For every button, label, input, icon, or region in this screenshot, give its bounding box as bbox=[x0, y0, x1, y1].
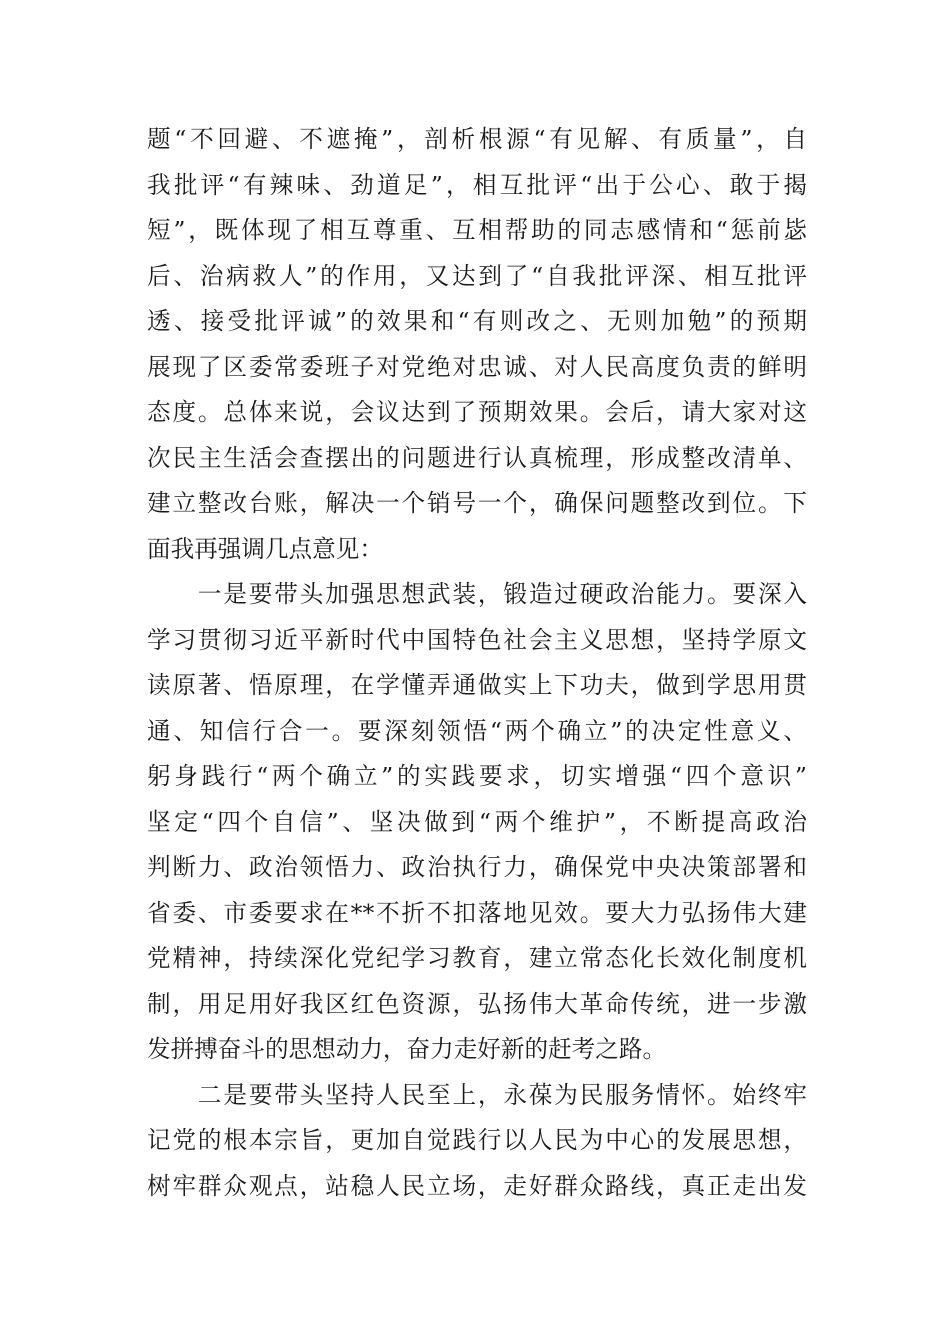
text-line: 树牢群众观点，站稳人民立场，走好群众路线，真正走出发 bbox=[147, 1171, 807, 1200]
text-line: 透、接受批评诚”的效果和“有则改之、无则加勉”的预期 bbox=[147, 307, 807, 335]
text-line: 面我再强调几点意见： bbox=[147, 534, 383, 563]
text-line: 记党的根本宗旨，更加自觉践行以人民为中心的发展思想， bbox=[147, 1126, 807, 1154]
text-line: 党精神，持续深化党纪学习教育，建立常态化长效化制度机 bbox=[147, 944, 807, 972]
text-line: 省委、市委要求在**不折不扣落地见效。要大力弘扬伟大建 bbox=[147, 898, 807, 927]
text-line: 学习贯彻习近平新时代中国特色社会主义思想，坚持学原文 bbox=[147, 625, 807, 654]
text-line: 次民主生活会查摆出的问题进行认真梳理，形成整改清单、 bbox=[147, 443, 807, 472]
text-line: 二是要带头坚持人民至上，永葆为民服务情怀。始终牢 bbox=[147, 1080, 807, 1109]
text-line: 我批评“有辣味、劲道足”，相互批评“出于公心、敢于揭 bbox=[147, 170, 807, 199]
text-line: 后、治病救人”的作用，又达到了“自我批评深、相互批评 bbox=[147, 261, 807, 290]
text-line: 读原著、悟原理，在学懂弄通做实上下功夫，做到学思用贯 bbox=[147, 671, 807, 699]
text-line: 通、知信行合一。要深刻领悟“两个确立”的决定性意义、 bbox=[147, 716, 807, 745]
text-line: 躬身践行“两个确立”的实践要求，切实增强“四个意识” bbox=[147, 762, 807, 790]
document-body bbox=[147, 117, 807, 1209]
text-line: 判断力、政治领悟力、政治执行力，确保党中央决策部署和 bbox=[147, 853, 807, 881]
text-line: 态度。总体来说，会议达到了预期效果。会后，请大家对这 bbox=[147, 398, 807, 426]
text-line: 短”，既体现了相互尊重、互相帮助的同志感情和“惩前毖 bbox=[147, 216, 807, 244]
text-line: 一是要带头加强思想武装，锻造过硬政治能力。要深入 bbox=[147, 580, 807, 608]
text-line: 发拼搏奋斗的思想动力，奋力走好新的赶考之路。 bbox=[147, 1035, 667, 1063]
text-line: 题“不回避、不遮掩”，剖析根源“有见解、有质量”，自 bbox=[147, 125, 807, 153]
text-line: 建立整改台账，解决一个销号一个，确保问题整改到位。下 bbox=[147, 489, 807, 517]
text-line: 展现了区委常委班子对党绝对忠诚、对人民高度负责的鲜明 bbox=[147, 352, 807, 381]
text-line: 坚定“四个自信”、坚决做到“两个维护”，不断提高政治 bbox=[147, 807, 807, 836]
text-line: 制，用足用好我区红色资源，弘扬伟大革命传统，进一步激 bbox=[147, 989, 807, 1018]
